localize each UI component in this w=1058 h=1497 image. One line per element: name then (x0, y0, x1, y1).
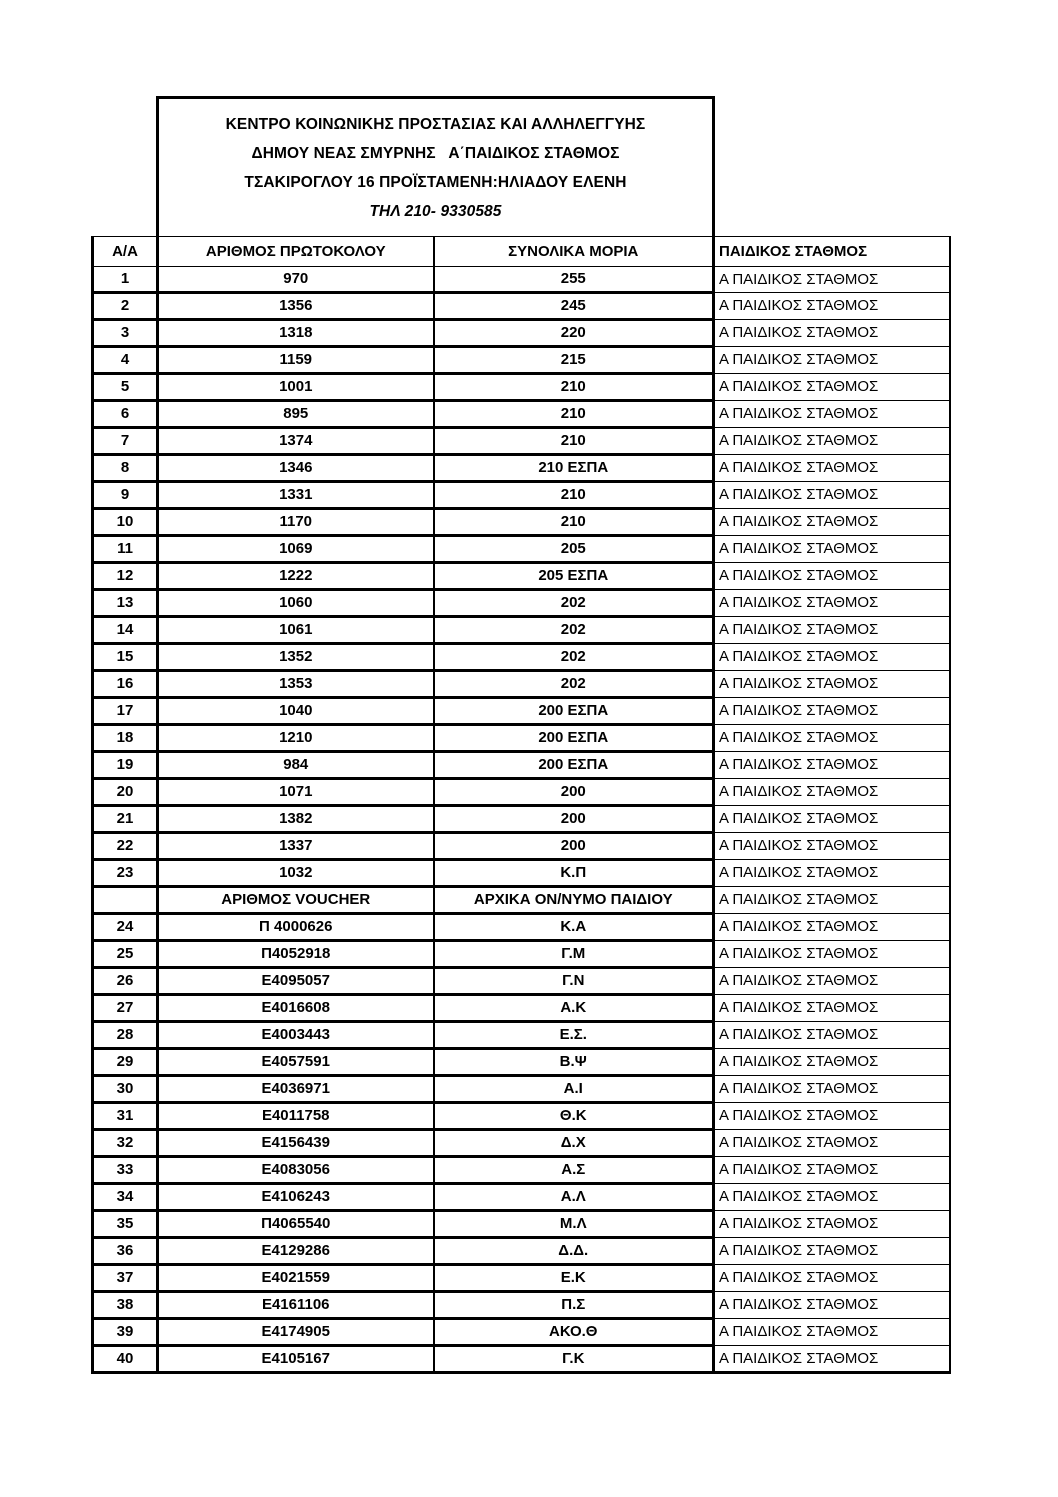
cell-protocol-number: 1356 (158, 293, 434, 320)
cell-daycare-station: Α ΠΑΙΔΙΚΟΣ ΣΤΑΘΜΟΣ (714, 347, 950, 374)
table-row (93, 833, 950, 860)
cell-aa: 18 (93, 725, 158, 752)
cell-protocol-number: 1353 (158, 671, 434, 698)
table-row (93, 1292, 950, 1319)
cell-aa: 8 (93, 455, 158, 482)
cell-daycare-station: Α ΠΑΙΔΙΚΟΣ ΣΤΑΘΜΟΣ (714, 833, 950, 860)
cell-aa: 1 (93, 267, 158, 293)
cell-protocol-number: 1069 (158, 536, 434, 563)
cell-protocol-number: 1032 (158, 860, 434, 887)
cell-daycare-station: Α ΠΑΙΔΙΚΟΣ ΣΤΑΘΜΟΣ (714, 1103, 950, 1130)
cell-daycare-station: Α ΠΑΙΔΙΚΟΣ ΣΤΑΘΜΟΣ (714, 482, 950, 509)
cell-child-initials: Β.Ψ (434, 1049, 714, 1076)
cell-daycare-station: Α ΠΑΙΔΙΚΟΣ ΣΤΑΘΜΟΣ (714, 617, 950, 644)
table-row (93, 293, 950, 320)
cell-voucher-number: Π 4000626 (158, 914, 434, 941)
cell-daycare-station: Α ΠΑΙΔΙΚΟΣ ΣΤΑΘΜΟΣ (714, 1157, 950, 1184)
cell-daycare-station: Α ΠΑΙΔΙΚΟΣ ΣΤΑΘΜΟΣ (714, 590, 950, 617)
cell-daycare-station: Α ΠΑΙΔΙΚΟΣ ΣΤΑΘΜΟΣ (714, 779, 950, 806)
cell-total-points: 210 (434, 401, 714, 428)
cell-aa: 37 (93, 1265, 158, 1292)
table-row (93, 806, 950, 833)
cell-aa: 24 (93, 914, 158, 941)
cell-child-initials: Α.Ι (434, 1076, 714, 1103)
cell-child-initials: Γ.Μ (434, 941, 714, 968)
header-protocol-number: ΑΡΙΘΜΟΣ ΠΡΩΤΟΚΟΛΟΥ (158, 237, 434, 267)
cell-total-points: 255 (434, 267, 714, 293)
cell-protocol-number: 1318 (158, 320, 434, 347)
cell-child-initials: Μ.Λ (434, 1211, 714, 1238)
cell-total-points: 210 (434, 482, 714, 509)
cell-daycare-station: Α ΠΑΙΔΙΚΟΣ ΣΤΑΘΜΟΣ (714, 1319, 950, 1346)
table-row (93, 347, 950, 374)
cell-daycare-station: Α ΠΑΙΔΙΚΟΣ ΣΤΑΘΜΟΣ (714, 1211, 950, 1238)
cell-child-initials: Δ.Χ (434, 1130, 714, 1157)
cell-child-initials: Α.Κ (434, 995, 714, 1022)
table-row (93, 1211, 950, 1238)
cell-total-points: Κ.Π (434, 860, 714, 887)
cell-protocol-number: 1382 (158, 806, 434, 833)
cell-total-points: 202 (434, 617, 714, 644)
cell-total-points: 220 (434, 320, 714, 347)
table-row (93, 968, 950, 995)
cell-protocol-number: 970 (158, 267, 434, 293)
cell-aa: 6 (93, 401, 158, 428)
cell-child-initials: ΑΚΟ.Θ (434, 1319, 714, 1346)
cell-child-initials: Α.Σ (434, 1157, 714, 1184)
cell-aa: 10 (93, 509, 158, 536)
cell-voucher-number: Ε4161106 (158, 1292, 434, 1319)
cell-daycare-station: Α ΠΑΙΔΙΚΟΣ ΣΤΑΘΜΟΣ (714, 267, 950, 293)
cell-child-initials: Γ.Κ (434, 1346, 714, 1373)
table-row (93, 617, 950, 644)
table-row (93, 671, 950, 698)
cell-daycare-station: Α ΠΑΙΔΙΚΟΣ ΣΤΑΘΜΟΣ (714, 428, 950, 455)
cell-voucher-number: Ε4057591 (158, 1049, 434, 1076)
cell-aa: 35 (93, 1211, 158, 1238)
cell-total-points: 200 (434, 806, 714, 833)
cell-protocol-number: 1170 (158, 509, 434, 536)
cell-child-initials: Δ.Δ. (434, 1238, 714, 1265)
cell-total-points: 205 (434, 536, 714, 563)
cell-total-points: 205 ΕΣΠΑ (434, 563, 714, 590)
cell-voucher-number: Ε4011758 (158, 1103, 434, 1130)
cell-protocol-number: 1040 (158, 698, 434, 725)
cell-aa: 17 (93, 698, 158, 725)
cell-aa: 38 (93, 1292, 158, 1319)
cell-daycare-station: Α ΠΑΙΔΙΚΟΣ ΣΤΑΘΜΟΣ (714, 374, 950, 401)
subheader-child-initials: ΑΡΧΙΚΑ ΟΝ/ΝΥΜΟ ΠΑΙΔΙΟΥ (434, 887, 714, 914)
cell-protocol-number: 984 (158, 752, 434, 779)
cell-daycare-station: Α ΠΑΙΔΙΚΟΣ ΣΤΑΘΜΟΣ (714, 860, 950, 887)
table-row (93, 725, 950, 752)
cell-total-points: 245 (434, 293, 714, 320)
cell-daycare-station: Α ΠΑΙΔΙΚΟΣ ΣΤΑΘΜΟΣ (714, 563, 950, 590)
cell-total-points: 200 ΕΣΠΑ (434, 725, 714, 752)
cell-aa: 28 (93, 1022, 158, 1049)
cell-aa: 22 (93, 833, 158, 860)
table-row (93, 1103, 950, 1130)
cell-protocol-number: 1337 (158, 833, 434, 860)
table-row (93, 1265, 950, 1292)
cell-voucher-number: Ε4016608 (158, 995, 434, 1022)
cell-total-points: 202 (434, 590, 714, 617)
table-row (93, 1022, 950, 1049)
cell-voucher-number: Ε4036971 (158, 1076, 434, 1103)
cell-total-points: 202 (434, 644, 714, 671)
cell-voucher-number: Π4065540 (158, 1211, 434, 1238)
cell-aa: 30 (93, 1076, 158, 1103)
cell-aa: 5 (93, 374, 158, 401)
cell-daycare-station: Α ΠΑΙΔΙΚΟΣ ΣΤΑΘΜΟΣ (714, 1184, 950, 1211)
cell-daycare-station: Α ΠΑΙΔΙΚΟΣ ΣΤΑΘΜΟΣ (714, 1265, 950, 1292)
cell-voucher-number: Ε4021559 (158, 1265, 434, 1292)
table-row (93, 563, 950, 590)
cell-daycare-station: Α ΠΑΙΔΙΚΟΣ ΣΤΑΘΜΟΣ (714, 509, 950, 536)
table-row (93, 590, 950, 617)
cell-aa: 15 (93, 644, 158, 671)
table-row (93, 536, 950, 563)
cell-child-initials: Θ.Κ (434, 1103, 714, 1130)
cell-daycare-station: Α ΠΑΙΔΙΚΟΣ ΣΤΑΘΜΟΣ (714, 698, 950, 725)
cell-aa: 27 (93, 995, 158, 1022)
table-row (93, 482, 950, 509)
cell-total-points: 202 (434, 671, 714, 698)
table-row (93, 698, 950, 725)
cell-daycare-station: Α ΠΑΙΔΙΚΟΣ ΣΤΑΘΜΟΣ (714, 671, 950, 698)
table-row (93, 860, 950, 887)
cell-aa: 9 (93, 482, 158, 509)
cell-voucher-number: Ε4106243 (158, 1184, 434, 1211)
table-row (93, 1076, 950, 1103)
cell-aa: 36 (93, 1238, 158, 1265)
cell-daycare-station: Α ΠΑΙΔΙΚΟΣ ΣΤΑΘΜΟΣ (714, 806, 950, 833)
cell-protocol-number: 1346 (158, 455, 434, 482)
cell-protocol-number: 1001 (158, 374, 434, 401)
table-row (93, 1130, 950, 1157)
cell-aa: 7 (93, 428, 158, 455)
cell-aa: 20 (93, 779, 158, 806)
cell-protocol-number: 1331 (158, 482, 434, 509)
cell-daycare-station: Α ΠΑΙΔΙΚΟΣ ΣΤΑΘΜΟΣ (714, 401, 950, 428)
cell-daycare-station: Α ΠΑΙΔΙΚΟΣ ΣΤΑΘΜΟΣ (714, 1130, 950, 1157)
subheader-aa (93, 887, 158, 914)
cell-aa: 33 (93, 1157, 158, 1184)
table-row (93, 779, 950, 806)
cell-daycare-station: Α ΠΑΙΔΙΚΟΣ ΣΤΑΘΜΟΣ (714, 293, 950, 320)
title-municipality-station: ΔΗΜΟΥ ΝΕΑΣ ΣΜΥΡΝΗΣ Α΄ΠΑΙΔΙΚΟΣ ΣΤΑΘΜΟΣ (251, 144, 620, 162)
cell-daycare-station: Α ΠΑΙΔΙΚΟΣ ΣΤΑΘΜΟΣ (714, 1022, 950, 1049)
cell-aa: 12 (93, 563, 158, 590)
cell-protocol-number: 895 (158, 401, 434, 428)
header-aa: Α/Α (93, 237, 158, 267)
cell-aa: 3 (93, 320, 158, 347)
cell-protocol-number: 1352 (158, 644, 434, 671)
table-row (93, 455, 950, 482)
cell-child-initials: Α.Λ (434, 1184, 714, 1211)
cell-daycare-station: Α ΠΑΙΔΙΚΟΣ ΣΤΑΘΜΟΣ (714, 1238, 950, 1265)
cell-daycare-station: Α ΠΑΙΔΙΚΟΣ ΣΤΑΘΜΟΣ (714, 320, 950, 347)
cell-aa: 14 (93, 617, 158, 644)
cell-daycare-station: Α ΠΑΙΔΙΚΟΣ ΣΤΑΘΜΟΣ (714, 455, 950, 482)
cell-aa: 16 (93, 671, 158, 698)
cell-child-initials: Γ.Ν (434, 968, 714, 995)
table-row (93, 752, 950, 779)
cell-daycare-station: Α ΠΑΙΔΙΚΟΣ ΣΤΑΘΜΟΣ (714, 995, 950, 1022)
table-row (93, 914, 950, 941)
cell-protocol-number: 1060 (158, 590, 434, 617)
cell-aa: 2 (93, 293, 158, 320)
cell-aa: 21 (93, 806, 158, 833)
cell-daycare-station: Α ΠΑΙΔΙΚΟΣ ΣΤΑΘΜΟΣ (714, 536, 950, 563)
cell-aa: 23 (93, 860, 158, 887)
table-row (93, 1238, 950, 1265)
cell-aa: 29 (93, 1049, 158, 1076)
cell-aa: 26 (93, 968, 158, 995)
cell-voucher-number: Ε4156439 (158, 1130, 434, 1157)
cell-voucher-number: Ε4129286 (158, 1238, 434, 1265)
cell-aa: 40 (93, 1346, 158, 1373)
cell-aa: 4 (93, 347, 158, 374)
cell-voucher-number: Π4052918 (158, 941, 434, 968)
cell-child-initials: Κ.Α (434, 914, 714, 941)
cell-daycare-station: Α ΠΑΙΔΙΚΟΣ ΣΤΑΘΜΟΣ (714, 1346, 950, 1373)
title-address-supervisor: ΤΣΑΚΙΡΟΓΛΟΥ 16 ΠΡΟΪΣΤΑΜΕΝΗ:ΗΛΙΑΔΟΥ ΕΛΕΝΗ (244, 173, 627, 191)
subheader-voucher-number: ΑΡΙΘΜΟΣ VOUCHER (158, 887, 434, 914)
table-body (93, 267, 950, 1373)
cell-voucher-number: Ε4083056 (158, 1157, 434, 1184)
cell-total-points: 215 (434, 347, 714, 374)
cell-aa: 31 (93, 1103, 158, 1130)
cell-daycare-station: Α ΠΑΙΔΙΚΟΣ ΣΤΑΘΜΟΣ (714, 941, 950, 968)
cell-total-points: 210 (434, 428, 714, 455)
table-row (93, 401, 950, 428)
table-row (93, 644, 950, 671)
table-row (93, 320, 950, 347)
cell-total-points: 200 ΕΣΠΑ (434, 752, 714, 779)
table-row (93, 1049, 950, 1076)
cell-child-initials: Π.Σ (434, 1292, 714, 1319)
cell-protocol-number: 1061 (158, 617, 434, 644)
cell-voucher-number: Ε4095057 (158, 968, 434, 995)
cell-protocol-number: 1071 (158, 779, 434, 806)
cell-daycare-station: Α ΠΑΙΔΙΚΟΣ ΣΤΑΘΜΟΣ (714, 752, 950, 779)
cell-daycare-station: Α ΠΑΙΔΙΚΟΣ ΣΤΑΘΜΟΣ (714, 914, 950, 941)
table-row (93, 1157, 950, 1184)
cell-daycare-station: Α ΠΑΙΔΙΚΟΣ ΣΤΑΘΜΟΣ (714, 1049, 950, 1076)
voucher-subheader-row (93, 887, 950, 914)
cell-aa: 34 (93, 1184, 158, 1211)
title-organization: ΚΕΝΤΡΟ ΚΟΙΝΩΝΙΚΗΣ ΠΡΟΣΤΑΣΙΑΣ ΚΑΙ ΑΛΛΗΛΕΓΓΥΗΣ (225, 115, 646, 133)
table-row (93, 941, 950, 968)
table-row (93, 428, 950, 455)
cell-child-initials: Ε.Σ. (434, 1022, 714, 1049)
cell-total-points: 210 (434, 509, 714, 536)
table-row (93, 374, 950, 401)
header-total-points: ΣΥΝΟΛΙΚΑ ΜΟΡΙΑ (434, 237, 714, 267)
cell-protocol-number: 1159 (158, 347, 434, 374)
cell-total-points: 210 (434, 374, 714, 401)
table-row (93, 509, 950, 536)
title-phone: ΤΗΛ 210- 9330585 (369, 202, 502, 220)
cell-daycare-station: Α ΠΑΙΔΙΚΟΣ ΣΤΑΘΜΟΣ (714, 887, 950, 914)
cell-daycare-station: Α ΠΑΙΔΙΚΟΣ ΣΤΑΘΜΟΣ (714, 644, 950, 671)
cell-aa: 19 (93, 752, 158, 779)
cell-aa: 39 (93, 1319, 158, 1346)
table-row (93, 1184, 950, 1211)
cell-aa: 11 (93, 536, 158, 563)
cell-child-initials: Ε.Κ (434, 1265, 714, 1292)
cell-protocol-number: 1222 (158, 563, 434, 590)
cell-protocol-number: 1210 (158, 725, 434, 752)
cell-aa: 25 (93, 941, 158, 968)
cell-daycare-station: Α ΠΑΙΔΙΚΟΣ ΣΤΑΘΜΟΣ (714, 725, 950, 752)
table-row (93, 1319, 950, 1346)
cell-aa: 13 (93, 590, 158, 617)
document-title-box (156, 96, 715, 236)
cell-voucher-number: Ε4003443 (158, 1022, 434, 1049)
cell-daycare-station: Α ΠΑΙΔΙΚΟΣ ΣΤΑΘΜΟΣ (714, 1292, 950, 1319)
table-row (93, 1346, 950, 1373)
cell-total-points: 210 ΕΣΠΑ (434, 455, 714, 482)
table-row (93, 267, 950, 293)
cell-total-points: 200 ΕΣΠΑ (434, 698, 714, 725)
cell-total-points: 200 (434, 833, 714, 860)
table-header-row (93, 237, 950, 267)
cell-aa: 32 (93, 1130, 158, 1157)
cell-daycare-station: Α ΠΑΙΔΙΚΟΣ ΣΤΑΘΜΟΣ (714, 968, 950, 995)
cell-protocol-number: 1374 (158, 428, 434, 455)
table-row (93, 995, 950, 1022)
cell-total-points: 200 (434, 779, 714, 806)
header-daycare-station: ΠΑΙΔΙΚΟΣ ΣΤΑΘΜΟΣ (714, 237, 950, 267)
cell-voucher-number: Ε4174905 (158, 1319, 434, 1346)
admissions-table (91, 236, 951, 1374)
cell-daycare-station: Α ΠΑΙΔΙΚΟΣ ΣΤΑΘΜΟΣ (714, 1076, 950, 1103)
cell-voucher-number: Ε4105167 (158, 1346, 434, 1373)
